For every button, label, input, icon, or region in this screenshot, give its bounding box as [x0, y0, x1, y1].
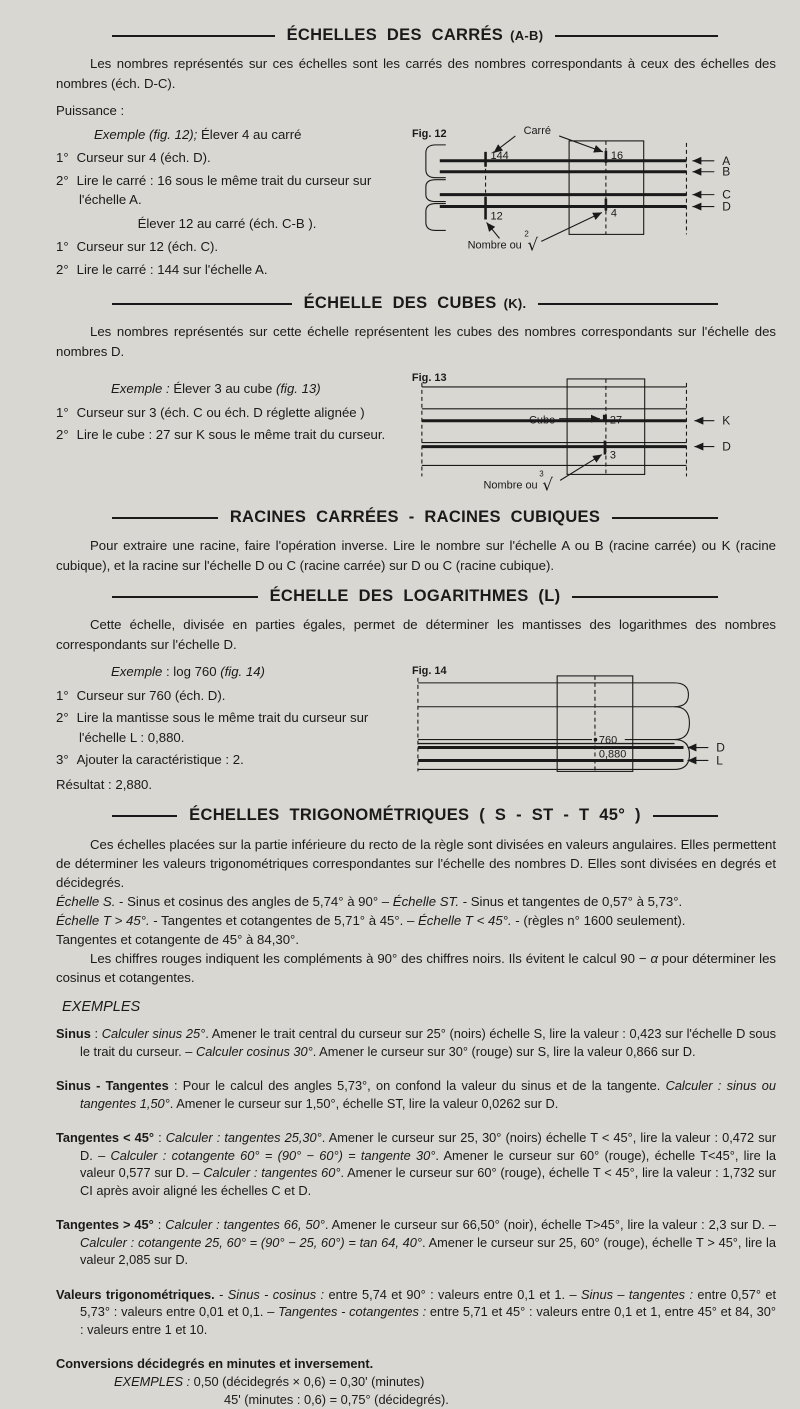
scale-letter-B: B — [722, 164, 731, 179]
text-segment: : Pour le calcul des angles 5,73°, on confond la valeur du sinus et de la tangente. — [168, 1078, 666, 1094]
step-text: Curseur sur 12 (éch. C). — [76, 239, 219, 254]
trig-example-sinus-tangentes — [56, 1077, 776, 1112]
text-segment: . Amener le curseur sur 25, 60° (rouge), échelle T > 45°, lire la valeur 2,085 sur D. — [80, 1234, 776, 1268]
text-segment: - — [214, 1286, 228, 1302]
text-segment: entre 5,74 et 90° : valeurs entre 0,1 et 1. – — [324, 1286, 581, 1302]
section-echelle-des-cubes — [56, 294, 776, 496]
section-title — [218, 508, 612, 527]
section-conversions — [56, 1355, 776, 1409]
section-title — [275, 26, 556, 45]
cubes-step-1 — [56, 403, 398, 423]
logs-step-3 — [56, 750, 398, 770]
section-heading-trigo — [112, 806, 718, 825]
logs-resultat: Résultat : 2,880. — [56, 776, 153, 792]
step-number: 2° — [56, 261, 69, 277]
figure-label: Fig. 12 — [411, 127, 447, 140]
logs-step-1 — [56, 686, 398, 706]
step-text: Curseur sur 760 (éch. D). — [76, 687, 226, 703]
carres-step-2 — [56, 171, 398, 210]
step-number: 1° — [56, 687, 69, 703]
carres-example-text — [56, 123, 398, 283]
nombre-callout-label: Nombre ou — [467, 238, 522, 251]
rule-body-outline — [426, 144, 446, 230]
nombre-callout-label: Nombre ou — [483, 479, 538, 492]
text-segment: Échelle ST. — [392, 894, 460, 910]
text-segment: Exemple : — [111, 381, 174, 396]
value-760: 760 — [598, 734, 618, 747]
section-title — [177, 806, 653, 825]
trigo-intro: Ces échelles placées sur la partie inférieure du recto de la règle sont divisées en valeurs angulaires. Elles permettent de déterminer les valeurs trigonométriques correspondantes sur l'échelle des nombres D. Elles sont divisées en degrés et décidegrés. — [56, 837, 776, 891]
heading-rule-right — [612, 517, 718, 519]
cube-callout-label: Cube — [529, 414, 556, 427]
section-title-text: ÉCHELLES TRIGONOMÉTRIQUES ( S - ST - T 45° ) — [189, 806, 641, 825]
cubes-example-row — [56, 367, 776, 496]
value-27: 27 — [609, 414, 623, 427]
text-segment: Échelle T > 45°. — [56, 913, 150, 929]
text-segment: 0,50 (décidegrés × 0,6) = 0,30' (minutes) — [193, 1374, 425, 1390]
step-number: 3° — [56, 752, 69, 768]
text-segment: Sinus - cosinus : — [227, 1286, 325, 1302]
section-echelles-des-carres — [56, 26, 776, 282]
section-heading-carres — [112, 26, 718, 45]
entry-body — [80, 1130, 776, 1198]
text-segment: pour déterminer les cosinus et cotangentes. — [56, 951, 776, 986]
text-segment: Exemple (fig. 12); — [94, 126, 198, 142]
heading-rule-right — [555, 35, 718, 37]
rule-body-outline — [422, 383, 687, 477]
section-heading-cubes — [112, 294, 718, 313]
cubes-intro: Les nombres représentés sur cette échelle représentent les cubes des nombres correspondants sur l'échelle des nombres D. — [56, 324, 776, 359]
value-16: 16 — [610, 149, 624, 162]
scale-letter-A: A — [722, 153, 731, 168]
entry-label: Tangentes < 45° — [56, 1130, 155, 1146]
text-segment: . Amener le curseur sur 25, 30° (noirs) échelle T < 45°, lire la valeur : 0,472 sur D. – — [80, 1130, 776, 1163]
value-144: 144 — [490, 149, 509, 162]
section-racines — [56, 508, 776, 575]
step-text: Lire la mantisse sous le même trait du curseur sur l'échelle L : 0,880. — [76, 710, 369, 745]
section-title-text: ÉCHELLES DES CARRÉS — [286, 26, 504, 44]
text-segment: - (règles n° 1600 seulement). — [511, 913, 686, 929]
text-segment: : — [90, 1026, 102, 1042]
section-title-text: RACINES CARRÉES - RACINES CUBIQUES — [229, 508, 601, 527]
logs-intro: Cette échelle, divisée en parties égales, permet de déterminer les mantisses des logarithmes des nombres correspondants sur l'échelle D. — [56, 617, 776, 652]
text-segment: Échelle S. — [56, 894, 116, 910]
trigo-chiffres-rouges — [56, 949, 776, 987]
trig-example-tangentes-inf-45 — [56, 1129, 776, 1199]
conversions-example-2: 45' (minutes : 0,6) = 0,75° (décidegrés). — [224, 1392, 449, 1408]
value-3: 3 — [609, 449, 616, 462]
trigo-echelle-t — [56, 911, 776, 930]
text-segment: Élever 3 au cube — [173, 381, 276, 396]
cursor — [569, 140, 644, 233]
value-12: 12 — [490, 209, 503, 222]
text-segment: entre 5,71 et 45° : valeurs entre 0,1 et 1, entre 45° et 84, 30° : valeurs entre 1 et 10. — [80, 1304, 777, 1337]
text-segment: Les chiffres rouges indiquent les compléments à 90° des chiffres noirs. Ils évitent le calcul 90 − — [90, 951, 651, 967]
text-segment: : log 760 — [162, 664, 221, 680]
text-segment: - Tangentes et cotangentes de 5,71° à 45°. – — [149, 913, 418, 929]
trigo-tangentes-range: Tangentes et cotangente de 45° à 84,30°. — [56, 932, 299, 948]
section-title-text: ÉCHELLE DES CUBES — [303, 294, 497, 312]
entry-body — [80, 1217, 776, 1267]
text-segment: . Amener le curseur sur 60° (rouge), échelle T < 45°, lire la valeur : 1,732 sur CI après avoir aligné les échelles C et D. — [80, 1165, 776, 1198]
logs-example-row — [56, 660, 776, 794]
conversions-heading: Conversions décidegrés en minutes et inversement. — [56, 1356, 374, 1372]
step-number: 1° — [56, 239, 69, 254]
text-segment: α — [650, 951, 658, 967]
exemples-label: EXEMPLES — [62, 999, 141, 1016]
step-text: Lire le carré : 16 sous le même trait du curseur sur l'échelle A. — [76, 172, 372, 207]
text-segment: Calculer : tangentes 60° — [203, 1165, 341, 1181]
scale-letter-L: L — [716, 753, 723, 768]
step-number: 2° — [56, 710, 69, 726]
entry-label: Sinus — [56, 1026, 91, 1042]
value-4: 4 — [610, 206, 617, 219]
cubes-example-text — [56, 377, 398, 448]
scale-letter-arrows — [687, 748, 708, 761]
text-segment: (fig. 13) — [275, 381, 321, 396]
scale-letter-K: K — [722, 413, 731, 428]
trigo-echelle-s-st — [56, 892, 776, 911]
heading-rule-left — [112, 35, 275, 37]
heading-rule-left — [112, 303, 292, 305]
cube-tick — [603, 415, 607, 422]
nombre-callout-arrow — [560, 455, 602, 481]
section-title-suffix: (K). — [503, 296, 527, 311]
step-number: 2° — [56, 172, 69, 188]
entry-label: Valeurs trigonométriques. — [56, 1286, 215, 1302]
section-title-suffix: (A-B) — [510, 28, 544, 43]
scale-letter-C: C — [722, 187, 731, 202]
text-segment: - Sinus et tangentes de 0,57° à 5,73°. — [459, 894, 683, 910]
heading-rule-left — [112, 596, 258, 598]
cube-root-icon: √ — [542, 474, 554, 495]
step-number: 2° — [56, 427, 69, 442]
text-segment: Calculer : tangentes 25,30° — [165, 1130, 322, 1146]
figure-14-slide-rule-logarithms-diagram — [398, 660, 776, 784]
text-segment: Calculer : cotangente 25, 60° = (90° − 25, 60°) = tan 64, 40° — [80, 1234, 422, 1250]
section-heading-racines — [112, 508, 718, 527]
text-segment: : — [154, 1130, 166, 1146]
text-segment: (fig. 14) — [220, 664, 265, 680]
step-text: Curseur sur 3 (éch. C ou éch. D réglette alignée ) — [76, 404, 365, 420]
nombre-callout-arrows — [487, 209, 602, 241]
figure-12-slide-rule-squares-diagram — [398, 123, 776, 262]
cubes-exemple — [56, 379, 398, 399]
heading-rule-right — [538, 303, 718, 305]
entry-body — [80, 1078, 776, 1111]
square-root-icon: √ — [527, 233, 539, 254]
figure-label: Fig. 13 — [411, 371, 447, 384]
text-segment: Élever 4 au carré — [197, 126, 302, 142]
carres-intro: Les nombres représentés sur ces échelles sont les carrés des nombres correspondants à ceux des échelles des nombres (éch. D-C). — [56, 56, 776, 91]
text-segment: . Amener le curseur sur 66,50° (noir), échelle T>45°, lire la valeur : 2,3 sur D. – — [324, 1217, 776, 1233]
carres-example-row — [56, 123, 776, 283]
entry-body — [80, 1026, 776, 1059]
text-segment: Calculer sinus 25° — [101, 1026, 206, 1042]
carres-exemple-1 — [56, 125, 398, 145]
carres-step-3 — [56, 237, 398, 257]
logs-example-text — [56, 660, 398, 794]
figure-label: Fig. 14 — [411, 665, 447, 678]
root-index: 3 — [539, 469, 544, 479]
heading-rule-right — [572, 596, 718, 598]
scale-letter-arrows — [694, 421, 714, 447]
rule-body-outline — [418, 678, 690, 771]
heading-rule-right — [653, 815, 718, 817]
text-segment: Sinus – tangentes : — [580, 1286, 694, 1302]
text-segment: . Amener le trait central du curseur sur 25° (noirs) échelle S, lire la valeur : 0,423 sur l'échelle D sous le trait du curseur. – — [80, 1026, 776, 1059]
section-title — [258, 587, 573, 606]
section-trigonometriques — [56, 806, 776, 1338]
text-segment: Tangentes - cotangentes : — [278, 1304, 427, 1320]
figure-13-slide-rule-cubes-diagram — [398, 367, 776, 496]
puissance-label: Puissance : — [56, 103, 125, 118]
section-title-text: ÉCHELLE DES LOGARITHMES (L) — [269, 587, 561, 606]
text-segment: - Sinus et cosinus des angles de 5,74° à 90° – — [115, 894, 393, 910]
heading-rule-left — [112, 815, 177, 817]
conversions-example-1 — [56, 1373, 776, 1391]
text-segment: entre 0,57° et 5,73° : valeurs entre 0,01 et 0,1. – — [80, 1286, 777, 1320]
logs-exemple — [56, 662, 398, 682]
carre-callout-label: Carré — [523, 124, 551, 137]
scale-letter-D: D — [722, 439, 731, 454]
scale-letter-arrows — [692, 160, 714, 206]
scale-letter-D: D — [722, 199, 731, 214]
carres-step-1 — [56, 148, 398, 168]
scale-lines — [418, 744, 684, 761]
entry-label: Tangentes > 45° — [56, 1217, 154, 1233]
text-segment: . Amener le curseur sur 60° (rouge), échelle T<45°, lire la valeur 0,577 sur D. – — [80, 1147, 776, 1181]
trig-example-tangentes-sup-45 — [56, 1216, 776, 1269]
step-number: 1° — [56, 404, 69, 420]
carre-callout-arrows — [494, 135, 603, 152]
text-segment: . Amener le curseur sur 30° (rouge) sur S, lire la valeur 0,866 sur D. — [312, 1043, 696, 1059]
step-text: Ajouter la caractéristique : 2. — [76, 752, 244, 768]
entry-label: Sinus - Tangentes — [56, 1078, 169, 1094]
trig-valeurs-trigonometriques — [56, 1286, 776, 1339]
scale-letter-D: D — [716, 740, 725, 755]
text-segment: Exemple — [111, 664, 163, 680]
cubes-step-2 — [56, 425, 398, 445]
section-title — [292, 294, 539, 313]
root-index: 2 — [524, 228, 529, 238]
scale-lines — [440, 142, 687, 234]
carres-exemple-2: Élever 12 au carré (éch. C-B ). — [137, 215, 317, 231]
cursor — [567, 379, 645, 474]
text-segment: : — [153, 1217, 166, 1233]
heading-rule-left — [112, 517, 218, 519]
text-segment: Échelle T < 45°. — [418, 913, 512, 929]
step-text: Lire le cube : 27 sur K sous le même trait du curseur. — [76, 427, 386, 442]
text-segment: Calculer cosinus 30° — [195, 1043, 313, 1059]
section-logarithmes — [56, 587, 776, 794]
section-heading-logarithmes — [112, 587, 718, 606]
carres-step-4 — [56, 260, 398, 280]
text-segment: Calculer : tangentes 66, 50° — [165, 1217, 325, 1233]
step-text: Curseur sur 4 (éch. D). — [76, 150, 211, 165]
step-text: Lire le carré : 144 sur l'échelle A. — [76, 261, 268, 277]
logs-step-2 — [56, 708, 398, 747]
step-number: 1° — [56, 150, 69, 165]
text-segment: . Amener le curseur sur 1,50°, échelle ST, lire la valeur 0,0262 sur D. — [169, 1095, 559, 1111]
text-segment: EXEMPLES : — [114, 1374, 194, 1390]
racines-body: Pour extraire une racine, faire l'opération inverse. Lire le nombre sur l'échelle A ou B (racine carrée) ou K (racine cubique), et la racine sur l'échelle D ou C (racine carrée) sur D ou C (racine cubique). — [56, 538, 776, 573]
trig-example-sinus — [56, 1025, 776, 1060]
value-0880: 0,880 — [598, 748, 627, 761]
text-segment: Calculer : cotangente 60° = (90° − 60°) = tangente 30° — [110, 1147, 436, 1163]
text-segment: Calculer : sinus ou tangentes 1,50° — [80, 1078, 776, 1111]
